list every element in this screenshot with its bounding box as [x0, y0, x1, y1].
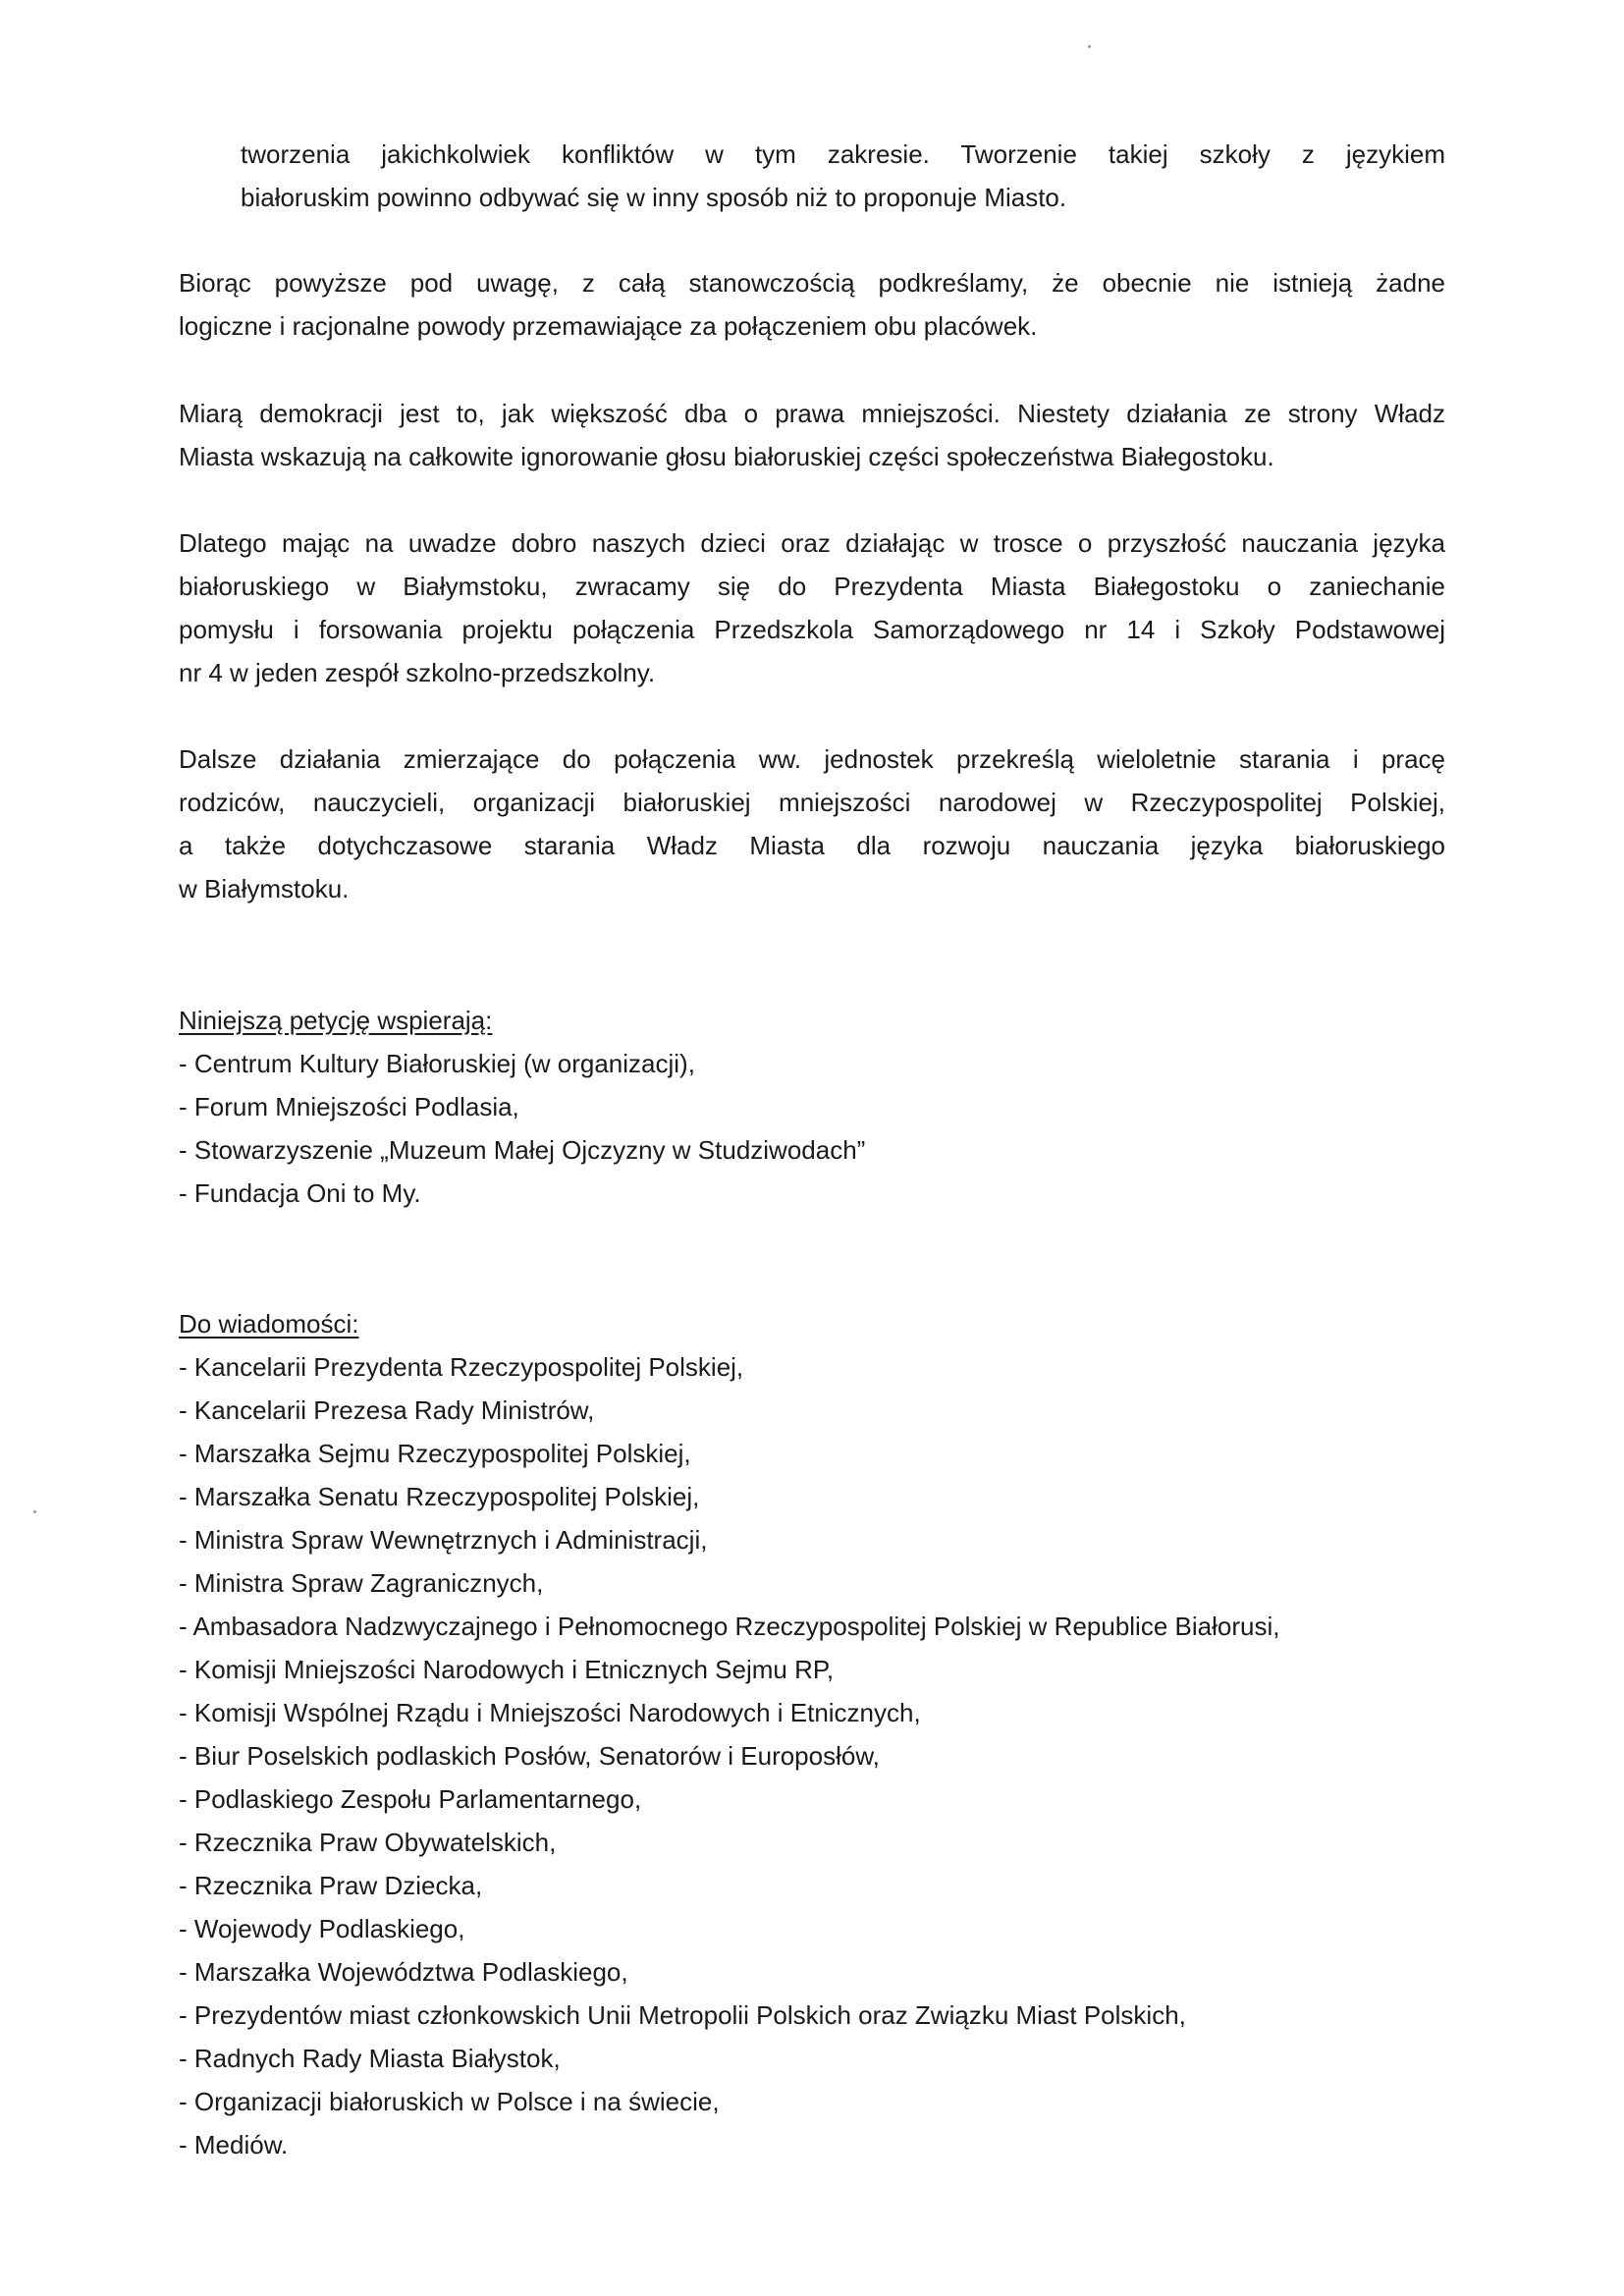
recipient-item: - Prezydentów miast członkowskich Unii Metropolii Polskich oraz Związku Miast Polskich,	[179, 2000, 1186, 2030]
supporters-heading: Niniejszą petycję wspierają:	[179, 1006, 493, 1035]
recipient-item: - Komisji Mniejszości Narodowych i Etnicznych Sejmu RP,	[179, 1655, 835, 1684]
paragraph-line: tworzenia jakichkolwiek konfliktów w tym zakresie. Tworzenie takiej szkoły z językiem	[241, 139, 1445, 169]
recipient-item: - Ministra Spraw Zagranicznych,	[179, 1568, 544, 1598]
paragraph-line: w Białymstoku.	[179, 874, 350, 903]
recipient-item: - Biur Poselskich podlaskich Posłów, Senatorów i Europosłów,	[179, 1741, 880, 1771]
recipient-item: - Kancelarii Prezydenta Rzeczypospolitej Polskiej,	[179, 1352, 744, 1382]
recipient-item: - Komisji Wspólnej Rządu i Mniejszości Narodowych i Etnicznych,	[179, 1698, 921, 1727]
recipient-item: - Mediów.	[179, 2130, 289, 2159]
paragraph-line: Biorąc powyższe pod uwagę, z całą stanowczością podkreślamy, że obecnie nie istnieją żadne	[179, 268, 1445, 298]
paragraph-continuation	[241, 133, 1445, 219]
paragraph-line: białoruskim powinno odbywać się w inny sposób niż to proponuje Miasto.	[241, 183, 1067, 212]
recipients-heading: Do wiadomości:	[179, 1309, 359, 1339]
recipient-item: - Kancelarii Prezesa Rady Ministrów,	[179, 1395, 595, 1425]
supporter-item: - Forum Mniejszości Podlasia,	[179, 1092, 519, 1121]
scan-speck	[1088, 45, 1091, 48]
paragraph-line: a także dotychczasowe starania Władz Miasta dla rozwoju nauczania języka białoruskiego	[179, 831, 1445, 860]
recipient-item: - Marszałka Województwa Podlaskiego,	[179, 1957, 628, 1987]
recipient-item: - Podlaskiego Zespołu Parlamentarnego,	[179, 1784, 642, 1814]
paragraph-line: Miasta wskazują na całkowite ignorowanie głosu białoruskiej części społeczeństwa Białegostoku.	[179, 442, 1274, 471]
recipient-item: - Radnych Rady Miasta Białystok,	[179, 2044, 561, 2073]
paragraph-conclusion	[179, 261, 1445, 348]
recipient-item: - Wojewody Podlaskiego,	[179, 1914, 465, 1943]
paragraph-democracy	[179, 392, 1445, 478]
paragraph-line: logiczne i racjonalne powody przemawiające za połączeniem obu placówek.	[179, 311, 1038, 341]
supporters-section	[179, 999, 865, 1215]
supporter-item: - Stowarzyszenie „Muzeum Małej Ojczyzny w Studziwodach”	[179, 1135, 866, 1165]
paragraph-consequences	[179, 738, 1445, 910]
supporter-item: - Fundacja Oni to My.	[179, 1178, 421, 1208]
recipients-section	[179, 1302, 1279, 2166]
paragraph-line: Miarą demokracji jest to, jak większość dba o prawa mniejszości. Niestety działania ze strony Władz	[179, 399, 1445, 428]
recipient-item: - Ministra Spraw Wewnętrznych i Administracji,	[179, 1525, 708, 1555]
recipient-item: - Organizacji białoruskich w Polsce i na świecie,	[179, 2087, 720, 2116]
supporter-item: - Centrum Kultury Białoruskiej (w organizacji),	[179, 1049, 695, 1078]
paragraph-line: białoruskiego w Białymstoku, zwracamy się do Prezydenta Miasta Białegostoku o zaniechanie	[179, 572, 1445, 601]
recipient-item: - Rzecznika Praw Obywatelskich,	[179, 1828, 557, 1857]
paragraph-line: Dalsze działania zmierzające do połączenia ww. jednostek przekreślą wieloletnie starania i pracę	[179, 744, 1445, 774]
paragraph-line: nr 4 w jeden zespół szkolno-przedszkolny.	[179, 658, 656, 687]
recipient-item: - Rzecznika Praw Dziecka,	[179, 1871, 483, 1900]
paragraph-line: rodziców, nauczycieli, organizacji białoruskiej mniejszości narodowej w Rzeczypospolitej Polskiej,	[179, 788, 1445, 817]
recipient-item: - Ambasadora Nadzwyczajnego i Pełnomocnego Rzeczypospolitej Polskiej w Republice Białorusi,	[179, 1612, 1280, 1641]
paragraph-line: pomysłu i forsowania projektu połączenia Przedszkola Samorządowego nr 14 i Szkoły Podstawowej	[179, 615, 1445, 644]
paragraph-line: Dlatego mając na uwadze dobro naszych dzieci oraz działając w trosce o przyszłość nauczania języka	[179, 528, 1445, 558]
recipient-item: - Marszałka Sejmu Rzeczypospolitej Polskiej,	[179, 1439, 691, 1468]
scan-speck	[33, 1510, 36, 1513]
paragraph-appeal	[179, 521, 1445, 694]
recipient-item: - Marszałka Senatu Rzeczypospolitej Polskiej,	[179, 1482, 700, 1511]
